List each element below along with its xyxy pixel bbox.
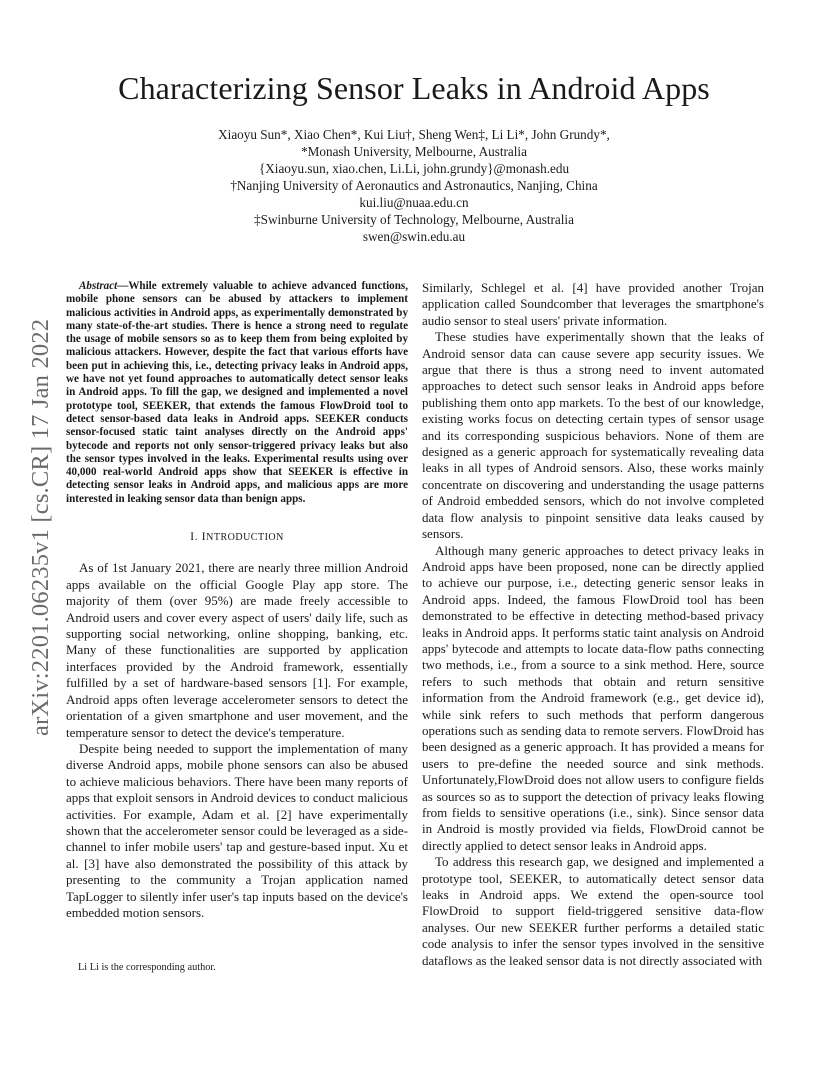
body-paragraph: Similarly, Schlegel et al. [4] have provided another Trojan application called Soundcomber that leverages the smartphone's audio sensor to steal users' private information. (422, 280, 764, 328)
paper-title: Characterizing Sensor Leaks in Android Apps (118, 70, 710, 106)
body-paragraph: Although many generic approaches to detect privacy leaks in Android apps have been proposed, none can be directly applied to achieve our purpose, i.e., detecting generic sensor leaks in Android apps. Indeed, the famous FlowDroid tool has been demonstrated to be effective in detecting method-based privacy leaks in Android apps. It performs static taint analysis on Android apps' bytecode and attempts to locate data-flow paths connecting two methods, i.e., from a source to a sink method. Here, source refers to such methods that obtain and return sensitive information from the Android framework (e.g., get device id), while sink refers to such methods that perform dangerous operations such as sending data to remote servers. FlowDroid has been designed as a generic approach. It has provided a means for users to pre-define the needed source and sink methods. Unfortunately,FlowDroid does not allow users to configure fields as sources so as to support the detection of privacy leaks flowing from fields to sensitive operations (i.e., sink). Since sensor data in Android is mostly provided via fields, FlowDroid cannot be directly applied to detect sensor leaks in Android apps. (422, 542, 764, 853)
body-paragraph: Despite being needed to support the implementation of many diverse Android apps, mobile phone sensors can also be abused to achieve malicious behaviors. There have been many reports of apps that exploit sensors in Android devices to conduct malicious activities. For example, Adam et al. [2] have experimentally shown that the accelerometer sensor could be leveraged as a side-channel to infer mobile users' tap and gesture-based input. Xu et al. [3] have also demonstrated the possibility of this attack by presenting to the community a Trojan application named TapLogger to silently infer user's tap inputs based on the device's embedded motion sensors. (66, 740, 408, 920)
affiliation-swinburne: ‡Swinburne University of Technology, Melbourne, Australia (254, 212, 574, 227)
right-column (422, 280, 764, 969)
arxiv-identifier: arXiv:2201.06235v1 [cs.CR] 17 Jan 2022 (27, 318, 54, 736)
abstract-lead: Abstract (79, 280, 118, 292)
section-title-first: I (201, 529, 207, 544)
section-title-rest: NTRODUCTION (206, 532, 284, 544)
left-column (66, 280, 408, 921)
affiliation-nanjing: †Nanjing University of Aeronautics and Astronautics, Nanjing, China (230, 178, 598, 193)
affiliation-monash: *Monash University, Melbourne, Australia (301, 144, 527, 159)
email-nanjing: kui.liu@nuaa.edu.cn (359, 195, 469, 210)
body-paragraph: These studies have experimentally shown that the leaks of Android sensor data can cause severe app security issues. We argue that there is thus a strong need to invent automated approaches to detect such sensor leaks in Android apps before publishing them onto app markets. To the best of our knowledge, existing works focus on detecting certain types of sensor usage and its corresponding suspicious behaviors. None of them are designed as a generic approach for systematically revealing data leaks in all types of Android sensors. Also, these works mainly concentrate on discovering and understanding the usage patterns of Android embedded sensors, which do not involve completed data flow analysis to pinpoint sensitive data leaks caused by sensors. (422, 329, 764, 542)
email-monash: {Xiaoyu.sun, xiao.chen, Li.Li, john.grundy}@monash.edu (258, 161, 570, 176)
body-paragraph: As of 1st January 2021, there are nearly three million Android apps available on the official Google Play app store. The majority of them (over 95%) are made freely accessible to Android users and cover every aspect of users' daily life, such as supporting social networking, online shopping, banking, etc. Many of these functionalities are supported by application interfaces provided by the Android framework, essentially fulfilled by a set of hardware-based sensors [1]. For example, Android apps often leverage accelerometer sensors to detect the orientation of a given smartphone and user movement, and the temperature sensor to detect the device's temperature. (66, 560, 408, 740)
authors-line: Xiaoyu Sun*, Xiao Chen*, Kui Liu†, Sheng Wen‡, Li Li*, John Grundy*, (218, 127, 610, 142)
abstract-text: —While extremely valuable to achieve advanced functions, mobile phone sensors can be abused by attackers to implement malicious activities in Android apps, as experimentally demonstrated by many state-of-the-art studies. There is hence a strong need to regulate the usage of mobile sensors so as to keep them from being exploited by malicious attackers. However, despite the fact that various efforts have been put in achieving this, i.e., detecting privacy leaks in Android apps, we have not yet found approaches to automatically detect sensor leaks in Android apps. To fill the gap, we designed and implemented a novel prototype tool, SEEKER, that extends the famous FlowDroid tool to detect sensor-based data leaks in Android apps. SEEKER conducts sensor-focused static taint analyses directly on the Android apps' bytecode and reports not only sensor-triggered privacy leaks but also the sensor types involved in the leaks. Experimental results using over 40,000 real-world Android apps show that SEEKER is effective in detecting sensor leaks in Android apps, and malicious apps are more interested in leaking sensor data than benign apps. (66, 280, 408, 505)
footnote: Li Li is the corresponding author. (78, 962, 216, 973)
abstract (66, 280, 408, 506)
section-heading (66, 528, 408, 546)
author-affiliations (100, 126, 728, 245)
section-number: I. (190, 529, 199, 544)
email-swinburne: swen@swin.edu.au (362, 229, 466, 244)
body-paragraph: To address this research gap, we designed and implemented a prototype tool, SEEKER, to automatically detect sensor data leaks in Android apps. We extend the open-source tool FlowDroid to support field-triggered sensitive data-flow analyses. Our new SEEKER further performs a detailed static code analysis to infer the sensor types involved in the sensitive dataflows as the leaked sensor data is not directly associated with (422, 854, 764, 968)
